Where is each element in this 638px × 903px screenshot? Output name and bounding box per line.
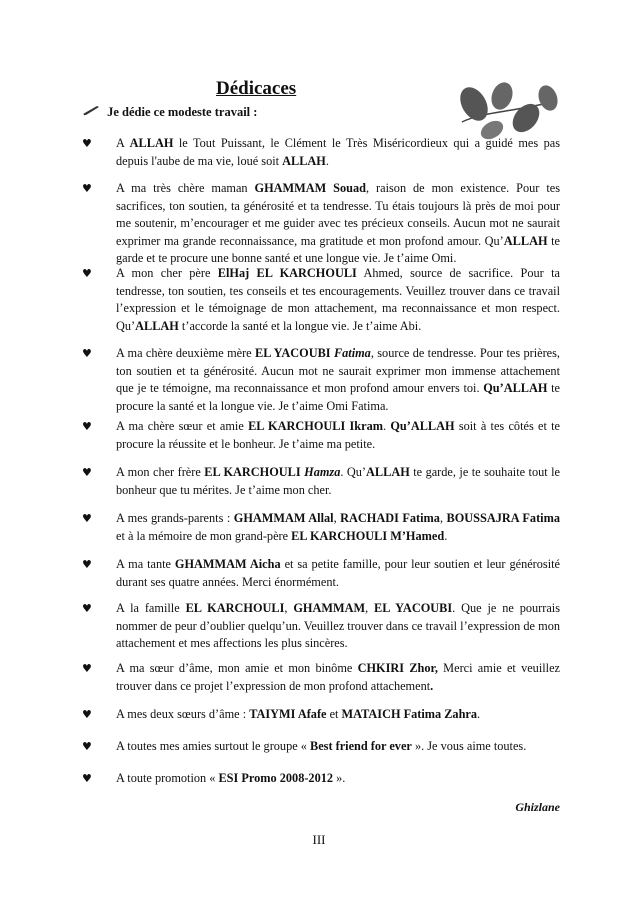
text-segment: et (326, 707, 342, 721)
dedication-text (116, 738, 560, 756)
text-segment: A ma chère sœur et amie (116, 419, 249, 433)
text-segment: . (382, 419, 391, 433)
dedication-text (116, 706, 560, 724)
text-segment: , raison de mon existence. Pour tes sacrifices, ton soutien, ta générosité et ta tendresse. Tu étais toujours là près de moi pour me soutenir, m’encourager et me guider avec tes précieux conseils. Aucun mot ne saurait exprimer ma grande reconnaissance, ma gratitude et mon profond amour. Qu’ (116, 181, 560, 248)
text-segment: et à la mémoire de mon grand-père (116, 528, 292, 543)
text-segment: , (284, 601, 294, 615)
dedication-item (82, 660, 560, 695)
text-segment: TAIYMI Afafe (249, 707, 327, 721)
text-segment: EL KARCHOULI (204, 465, 305, 479)
text-segment: le Tout Puissant, le Clément le Très Miséricordieux qui a guidé mes pas depuis l'aube de ma vie, loué soit (116, 136, 560, 168)
text-segment: GHAMMAM Allal (233, 511, 334, 525)
text-segment: , source de tendresse. Pour tes prières, ton soutien et ta générosité. Aucun mot ne saurait exprimer mon immense attachement que je te témoigne, ma reconnaissance et mon profond amour envers toi. (116, 346, 560, 396)
heart-bullet-icon: ♥ (82, 740, 92, 753)
text-segment: ». (333, 771, 346, 785)
intro-text: Je dédie ce modeste travail : (107, 105, 258, 119)
text-segment: A toute promotion « (116, 771, 219, 785)
text-segment: . (430, 678, 434, 693)
dedication-item (82, 265, 560, 335)
dedication-text (116, 135, 560, 170)
dedication-text (116, 464, 560, 499)
dedication-item (82, 738, 560, 756)
text-segment: Fatima (333, 346, 371, 360)
text-segment: ElHaj EL KARCHOULI (217, 266, 357, 280)
text-segment: A la famille (116, 601, 186, 615)
dedication-item (82, 135, 560, 170)
dedication-text (116, 418, 560, 453)
heart-bullet-icon: ♥ (82, 182, 92, 195)
text-segment: et sa petite famille, pour leur soutien et leur générosité durant ses quatre années. Merci énormément. (116, 557, 560, 589)
dedication-text (116, 180, 560, 268)
text-segment: A ma tante (116, 557, 175, 571)
heart-bullet-icon: ♥ (82, 558, 92, 571)
signature: Ghizlane (515, 800, 560, 814)
text-segment: BOUSSAJRA Fatima (446, 511, 560, 525)
heart-bullet-icon: ♥ (82, 512, 92, 525)
text-segment: ». Je vous aime toutes. (411, 739, 527, 753)
text-segment: A mon cher père (116, 266, 218, 280)
text-segment: ALLAH (503, 233, 548, 248)
text-segment: . Qu’ (340, 465, 367, 479)
text-segment: RACHADI Fatima (340, 511, 440, 525)
heart-bullet-icon: ♥ (82, 267, 92, 280)
text-segment: te procure la santé et la longue vie. Je t’aime Omi Fatima. (116, 381, 561, 413)
text-segment: . (477, 707, 481, 721)
dedication-item (82, 556, 560, 591)
text-segment: ESI Promo 2008-2012 (218, 771, 334, 785)
heart-bullet-icon: ♥ (82, 137, 92, 150)
text-segment: Qu’ALLAH (483, 381, 548, 396)
text-segment: Hamza (304, 465, 341, 479)
heart-bullet-icon: ♥ (82, 602, 92, 615)
dedication-item (82, 345, 560, 415)
pen-hand-icon (82, 104, 104, 120)
dedication-item (82, 464, 560, 499)
page-title: Dédicaces (216, 78, 297, 99)
text-segment: A ma sœur d’âme, mon amie et mon binôme (116, 661, 358, 675)
text-segment: te garde et te procure une bonne santé et une longue vie. Je t’aime Omi. (116, 233, 560, 266)
dedication-item (82, 706, 560, 724)
heart-bullet-icon: ♥ (82, 772, 92, 785)
heart-bullet-icon: ♥ (82, 466, 92, 479)
text-segment: , (439, 511, 447, 525)
text-segment: EL YACOUBI (255, 346, 334, 360)
text-segment: EL KARCHOULI Ikram (248, 419, 383, 433)
text-segment: ALLAH (135, 318, 179, 333)
text-segment: Ahmed, source de sacrifice. Pour ta tendresse, ton soutien, tes conseils et tes encouragements. Veuillez trouver dans ce travail l’expression et le témoignage de mon attachement, ma reconnaissance et mon respect. Qu’ (116, 266, 560, 333)
text-segment: te garde, je te souhaite tout le bonheur que tu mérites. Je t’aime mon cher. (116, 465, 560, 497)
dedication-item (82, 770, 560, 788)
text-segment: ALLAH (129, 136, 174, 150)
text-segment: , (365, 601, 375, 615)
text-segment: ALLAH (366, 465, 410, 479)
text-segment: soit à tes côtés et te procure la réussite et le bonheur. Je t’aime ma petite. (116, 419, 560, 451)
dedication-text (116, 556, 560, 591)
heart-bullet-icon: ♥ (82, 347, 92, 360)
text-segment: A toutes mes amies surtout le groupe « (116, 739, 310, 753)
dedication-text (116, 600, 560, 653)
text-segment: A mes deux sœurs d’âme : (116, 707, 250, 721)
intro-line (82, 104, 257, 120)
text-segment: EL YACOUBI (374, 601, 453, 615)
text-segment: CHKIRI Zhor, (357, 661, 438, 675)
text-segment: t’accorde la santé et la longue vie. Je t’aime Abi. (178, 318, 422, 333)
dedication-text (116, 660, 560, 695)
text-segment: Best friend for ever (310, 739, 412, 753)
dedication-item (82, 180, 560, 268)
text-segment: EL KARCHOULI (185, 601, 285, 615)
text-segment: A mon cher frère (116, 465, 205, 479)
heart-bullet-icon: ♥ (82, 662, 92, 675)
dedication-item (82, 510, 560, 545)
dedication-text (116, 770, 560, 788)
text-segment: GHAMMAM Aicha (174, 557, 281, 571)
text-segment: A mes grands-parents : (116, 511, 234, 525)
dedication-text (116, 345, 560, 415)
dedication-item (82, 600, 560, 653)
text-segment: . (444, 528, 448, 543)
text-segment: MATAICH Fatima Zahra (341, 707, 478, 721)
dedication-item (82, 418, 560, 453)
heart-bullet-icon: ♥ (82, 708, 92, 721)
heart-bullet-icon: ♥ (82, 420, 92, 433)
text-segment: . (325, 153, 329, 168)
dedication-text (116, 265, 560, 335)
text-segment: GHAMMAM (293, 601, 366, 615)
text-segment: GHAMMAM Souad (254, 181, 367, 195)
text-segment: , (333, 511, 341, 525)
dedication-text (116, 510, 560, 545)
text-segment: EL KARCHOULI M’Hamed (291, 528, 445, 543)
text-segment: ALLAH (282, 153, 326, 168)
text-segment: A ma très chère maman (116, 181, 255, 195)
text-segment: . Que je ne pourrais nommer de peur d’oublier quelqu’un. Veuillez trouver dans ce travail l’expression de mon attachement et mes affections les plus sincères. (116, 601, 561, 651)
text-segment: Qu’ALLAH (390, 419, 455, 433)
text-segment: A (116, 136, 130, 150)
text-segment: A ma chère deuxième mère (116, 346, 255, 360)
page-number: III (312, 832, 326, 847)
text-segment: Merci amie et veuillez trouver dans ce projet l’expression de mon profond attachement (116, 661, 560, 693)
